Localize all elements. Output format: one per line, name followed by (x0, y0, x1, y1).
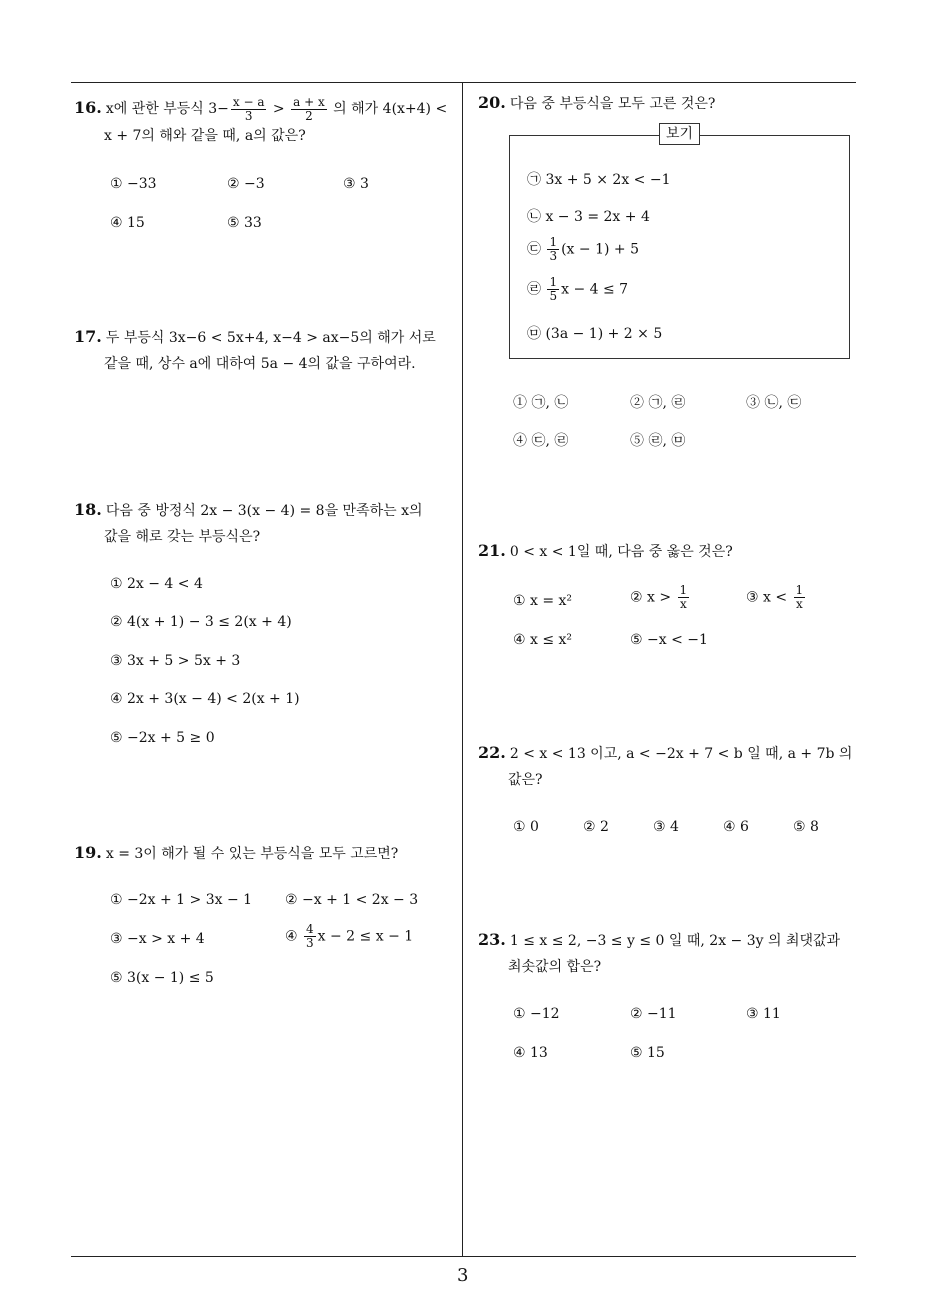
choice-5[interactable]: ⑤ ㉣, ㉤ (630, 433, 686, 449)
choice-5[interactable]: ⑤ −x < −1 (630, 632, 708, 648)
bottom-rule (71, 1256, 856, 1257)
choice-2[interactable]: ② −3 (227, 176, 265, 192)
choice-2[interactable]: ② ㉠, ㉣ (630, 395, 686, 411)
choice-2[interactable]: ② −x + 1 < 2x − 3 (285, 892, 419, 908)
example-item-5: ㉤ (3a − 1) + 2 × 5 (527, 326, 663, 342)
question-23 (478, 927, 863, 980)
question-text: 1 ≤ x ≤ 2, −3 ≤ y ≤ 0 일 때, 2x − 3y 의 최댓값과 (509, 933, 841, 949)
choice-1[interactable]: ① −2x + 1 > 3x − 1 (110, 892, 253, 908)
question-19 (74, 840, 459, 867)
question-text: 다음 중 부등식을 모두 고른 것은? (509, 96, 716, 112)
question-number: 22. (478, 743, 506, 762)
choice-1[interactable]: ① ㉠, ㉡ (513, 395, 569, 411)
choice-2[interactable]: ② 2 (583, 819, 609, 835)
question-number: 23. (478, 930, 506, 949)
question-number: 19. (74, 843, 102, 862)
choice-2[interactable]: ② −11 (630, 1006, 677, 1022)
question-number: 21. (478, 541, 506, 560)
choice-3[interactable]: ③ 4 (653, 819, 679, 835)
question-18 (74, 497, 459, 550)
question-text: 다음 중 방정식 2x − 3(x − 4) = 8을 만족하는 x의 (105, 503, 423, 519)
question-text: 같을 때, 상수 a에 대하여 5a − 4의 값을 구하여라. (104, 356, 416, 372)
choice-1[interactable]: ① x = x² (513, 593, 573, 609)
choice-1[interactable]: ① −33 (110, 176, 157, 192)
question-text: 두 부등식 3x−6 < 5x+4, x−4 > ax−5의 해가 서로 (105, 330, 436, 346)
example-item-1: ㉠ 3x + 5 × 2x < −1 (527, 172, 671, 188)
question-number: 17. (74, 327, 102, 346)
choice-3[interactable]: ③ −x > x + 4 (110, 931, 205, 947)
question-text: x에 관한 부등식 3− (105, 101, 229, 117)
choice-3[interactable]: ③ 3x + 5 > 5x + 3 (110, 653, 241, 669)
question-text: 값을 해로 갖는 부등식은? (104, 529, 261, 545)
question-text: 2 < x < 13 이고, a < −2x + 7 < b 일 때, a + 7b 의 (509, 746, 853, 762)
column-divider (462, 82, 463, 1257)
question-number: 20. (478, 93, 506, 112)
page-number: 3 (457, 1265, 469, 1286)
choice-5[interactable]: ⑤ 8 (793, 819, 819, 835)
choice-1[interactable]: ① 2x − 4 < 4 (110, 576, 203, 592)
question-16 (74, 95, 459, 149)
choice-5[interactable]: ⑤ 15 (630, 1045, 665, 1061)
question-number: 18. (74, 500, 102, 519)
fraction: $\frac{x - a}{3}$ (232, 94, 265, 123)
choice-1[interactable]: ① −12 (513, 1006, 560, 1022)
choice-4[interactable]: ④ x ≤ x² (513, 632, 573, 648)
choice-4[interactable]: ④ 6 (723, 819, 749, 835)
choice-5[interactable]: ⑤ 33 (227, 215, 262, 231)
question-17 (74, 324, 459, 377)
question-22 (478, 740, 863, 793)
choice-4[interactable]: ④ 2x + 3(x − 4) < 2(x + 1) (110, 691, 300, 707)
choice-4[interactable]: ④ $\frac{4}{3}$ x − 2 ≤ x − 1 (285, 922, 414, 950)
question-text: > (268, 101, 290, 117)
top-rule (71, 82, 856, 83)
question-20 (478, 90, 863, 117)
choice-4[interactable]: ④ 15 (110, 215, 145, 231)
choice-4[interactable]: ④ ㉢, ㉣ (513, 433, 569, 449)
choice-3[interactable]: ③ 3 (343, 176, 369, 192)
choice-2[interactable]: ② x > $\frac{1}{x}$ (630, 583, 688, 611)
choice-3[interactable]: ③ x < $\frac{1}{x}$ (746, 583, 804, 611)
question-text: 값은? (508, 772, 543, 788)
question-text: 의 해가 4(x+4) < (328, 101, 448, 117)
example-item-3: ㉢ $\frac{1}{3}$ (x − 1) + 5 (527, 235, 639, 263)
example-box-title: 보기 (659, 123, 700, 145)
example-item-2: ㉡ x − 3 = 2x + 4 (527, 209, 650, 225)
choice-5[interactable]: ⑤ −2x + 5 ≥ 0 (110, 730, 215, 746)
choice-2[interactable]: ② 4(x + 1) − 3 ≤ 2(x + 4) (110, 614, 292, 630)
choice-3[interactable]: ③ ㉡, ㉢ (746, 395, 802, 411)
question-text: 최솟값의 합은? (508, 959, 602, 975)
choice-1[interactable]: ① 0 (513, 819, 539, 835)
question-text: x + 7의 해와 같을 때, a의 값은? (104, 127, 306, 144)
question-number: 16. (74, 98, 102, 117)
question-21 (478, 538, 863, 565)
choice-4[interactable]: ④ 13 (513, 1045, 548, 1061)
question-text: 0 < x < 1일 때, 다음 중 옳은 것은? (509, 544, 733, 560)
fraction: $\frac{a + x}{2}$ (293, 94, 325, 123)
question-text: x = 3이 해가 될 수 있는 부등식을 모두 고르면? (105, 846, 399, 862)
choice-3[interactable]: ③ 11 (746, 1006, 781, 1022)
choice-5[interactable]: ⑤ 3(x − 1) ≤ 5 (110, 970, 214, 986)
example-item-4: ㉣ $\frac{1}{5}$ x − 4 ≤ 7 (527, 275, 629, 303)
